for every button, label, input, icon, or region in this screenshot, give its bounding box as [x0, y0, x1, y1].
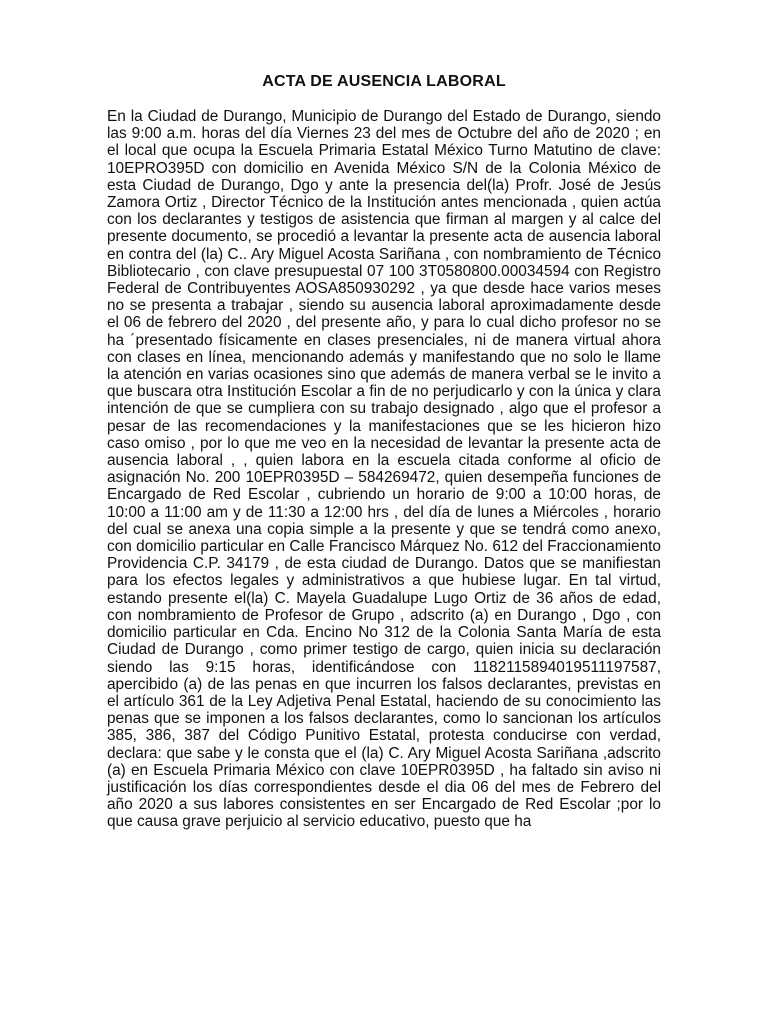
document-title: ACTA DE AUSENCIA LABORAL	[262, 73, 506, 90]
document-body: En la Ciudad de Durango, Municipio de Durango del Estado de Durango, siendo las 9:00 a.m. horas del día Viernes 23 del mes de Octubre del año de 2020 ; en el local que ocupa la Escuela Primaria Estatal México Turno Matutino de clave: 10EPRO395D con domicilio en Avenida México S/N de la Colonia México de esta Ciudad de Durango, Dgo y ante la presencia del(la) Profr. José de Jesús Zamora Ortiz , Director Técnico de la Institución antes mencionada , quien actúa con los declarantes y testigos de asistencia que firman al margen y al calce del presente documento, se procedió a levantar la presente acta de ausencia laboral en contra del (la) C.. Ary Miguel Acosta Sariñana , con nombramiento de Técnico Bibliotecario , con clave presupuestal 07 100 3T0580800.00034594 con Registro Federal de Contribuyentes AOSA850930292 , ya que desde hace varios meses no se presenta a trabajar , siendo su ausencia laboral aproximadamente desde el 06 de febrero del 2020 , del presente año, y para lo cual dicho profesor no se ha ´presentado físicamente en clases presenciales, ni de manera virtual ahora con clases en línea, mencionando además y manifestando que no solo le llame la atención en varias ocasiones sino que además de manera verbal se le invito a que buscara otra Institución Escolar a fin de no perjudicarlo y con la única y clara intención de que se cumpliera con su trabajo designado , algo que el profesor a pesar de las recomendaciones y la manifestaciones que se les hicieron hizo caso omiso , por lo que me veo en la necesidad de levantar la presente acta de ausencia laboral , , quien labora en la escuela citada conforme al oficio de asignación No. 200 10EPR0395D – 584269472, quien desempeña funciones de Encargado de Red Escolar , cubriendo un horario de 9:00 a 10:00 horas, de 10:00 a 11:00 am y de 11:30 a 12:00 hrs , del día de lunes a Miércoles , horario del cual se anexa una copia simple a la presente y que se tendrá como anexo, con domicilio particular en Calle Francisco Márquez No. 612 del Fraccionamiento Providencia C.P. 34179 , de esta ciudad de Durango. Datos que se manifiestan para los efectos legales y administrativos a que hubiese lugar. En tal virtud, estando presente el(la) C. Mayela Guadalupe Lugo Ortiz de 36 años de edad, con nombramiento de Profesor de Grupo , adscrito (a) en Durango , Dgo , con domicilio particular en Cda. Encino No 312 de la Colonia Santa María de esta Ciudad de Durango , como primer testigo de cargo, quien inicia su declaración siendo las 9:15 horas, identificándose con 1182115894019511197587, apercibido (a) de las penas en que incurren los falsos declarantes, previstas en el artículo 361 de la Ley Adjetiva Penal Estatal, haciendo de su conocimiento las penas que se imponen a los falsos declarantes, como lo sancionan los artículos 385, 386, 387 del Código Punitivo Estatal, protesta conducirse con verdad, declara: que sabe y le consta que el (la) C. Ary Miguel Acosta Sariñana ,adscrito (a) en Escuela Primaria México con clave 10EPR0395D , ha faltado sin aviso ni justificación los días correspondientes desde el dia 06 del mes de Febrero del año 2020 a sus labores consistentes en ser Encargado de Red Escolar ;por lo que causa grave perjuicio al servicio educativo, puesto que ha	[107, 108, 661, 831]
document-page	[107, 72, 661, 831]
